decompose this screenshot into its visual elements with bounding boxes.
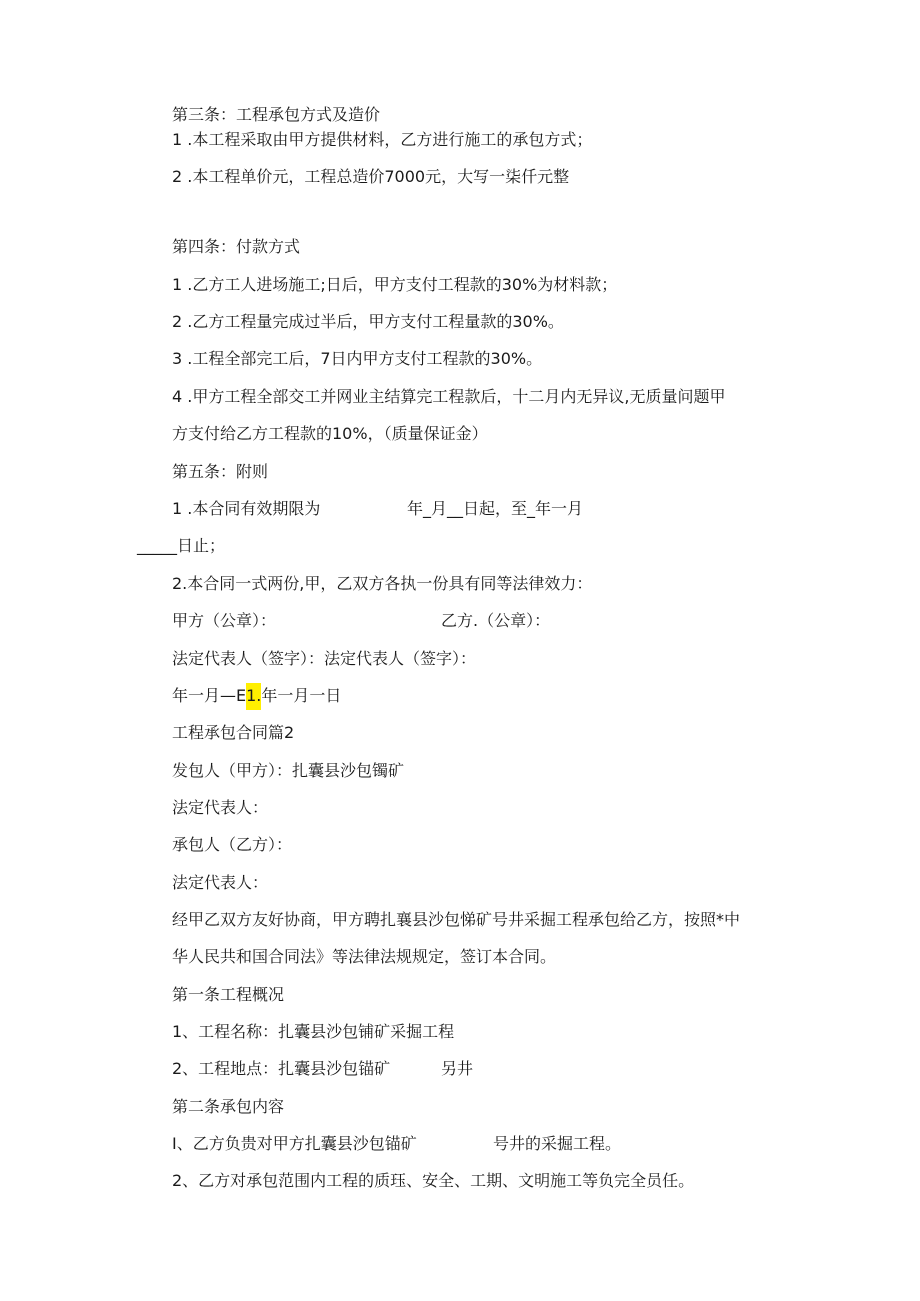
party-a-seal: 甲方（公章）： [172, 611, 277, 630]
article-4-item-4-cont: 方支付给乙方工程款的10%，（质量保证金） [172, 424, 488, 443]
article-5-item-1: 1 .本合同有效期限为 [172, 499, 321, 518]
article-1-heading: 第一条工程概况 [172, 985, 285, 1004]
project-location: 2、工程地点：扎囊县沙包锚矿 [172, 1059, 391, 1078]
scope-item-1: I、乙方负贵对甲方扎囊县沙包锚矿 [172, 1134, 417, 1153]
employer-party-a: 发包人（甲方）：扎囊县沙包镯矿 [172, 761, 405, 780]
project-location-well: 另井 [441, 1059, 474, 1078]
scope-item-2: 2、乙方对承包范围内工程的质珏、安全、工期、文明施工等负完全员任。 [172, 1171, 695, 1190]
highlighted-text: 1. [246, 683, 261, 710]
article-3-heading: 第三条：工程承包方式及造价 [172, 105, 381, 124]
article-5-item-1-end: _____日止； [137, 536, 226, 555]
article-2-heading: 第二条承包内容 [172, 1097, 285, 1116]
article-3-item-1: 1 .本工程采取由甲方提供材料，乙方进行施工的承包方式； [172, 130, 593, 149]
legal-rep-signatures: 法定代表人（签字）：法定代表人（签字）： [172, 649, 477, 668]
preamble-line-1: 经甲乙双方友好协商，甲方聘扎襄县沙包悌矿号井采掘工程承包给乙方，按照*中 [172, 910, 741, 929]
article-3-item-2: 2 .本工程单价元，工程总造价7000元，大写一柒仟元整 [172, 167, 570, 186]
contract-2-title: 工程承包合同篇2 [172, 723, 295, 742]
preamble-line-2: 华人民共和国合同法》等法律法规规定，签订本合同。 [172, 947, 557, 966]
article-4-item-3: 3 .工程全部完工后，7日内甲方支付工程款的30%。 [172, 349, 543, 368]
article-4-item-2: 2 .乙方工程量完成过半后，甲方支付工程量款的30%。 [172, 312, 564, 331]
article-5-heading: 第五条：附则 [172, 462, 269, 481]
article-4-item-1: 1 .乙方工人进场施工;日后，甲方支付工程款的30%为材料款； [172, 275, 618, 294]
party-b-seal: 乙方.（公章）： [441, 611, 551, 630]
contractor-party-b: 承包人（乙方）： [172, 835, 293, 854]
project-name: 1、工程名称：扎囊县沙包铺矿采掘工程 [172, 1022, 455, 1041]
article-5-item-2: 2.本合同一式两份,甲，乙双方各执一份具有同等法律效力： [172, 574, 593, 593]
article-5-item-1-dates: 年_月__日起，至_年一月 [407, 499, 584, 518]
signing-date-b: 年一月一日 [261, 686, 342, 705]
scope-item-1-cont: 号井的采掘工程。 [493, 1134, 622, 1153]
article-4-heading: 第四条：付款方式 [172, 237, 301, 256]
legal-rep-b: 法定代表人： [172, 873, 269, 892]
signing-date-a: 年一月—E [172, 686, 247, 705]
article-4-item-4: 4 .甲方工程全部交工并网业主结算完工程款后，十二月内无异议,无质量问题甲 [172, 387, 726, 406]
legal-rep-a: 法定代表人： [172, 798, 269, 817]
signing-dates [172, 685, 341, 707]
